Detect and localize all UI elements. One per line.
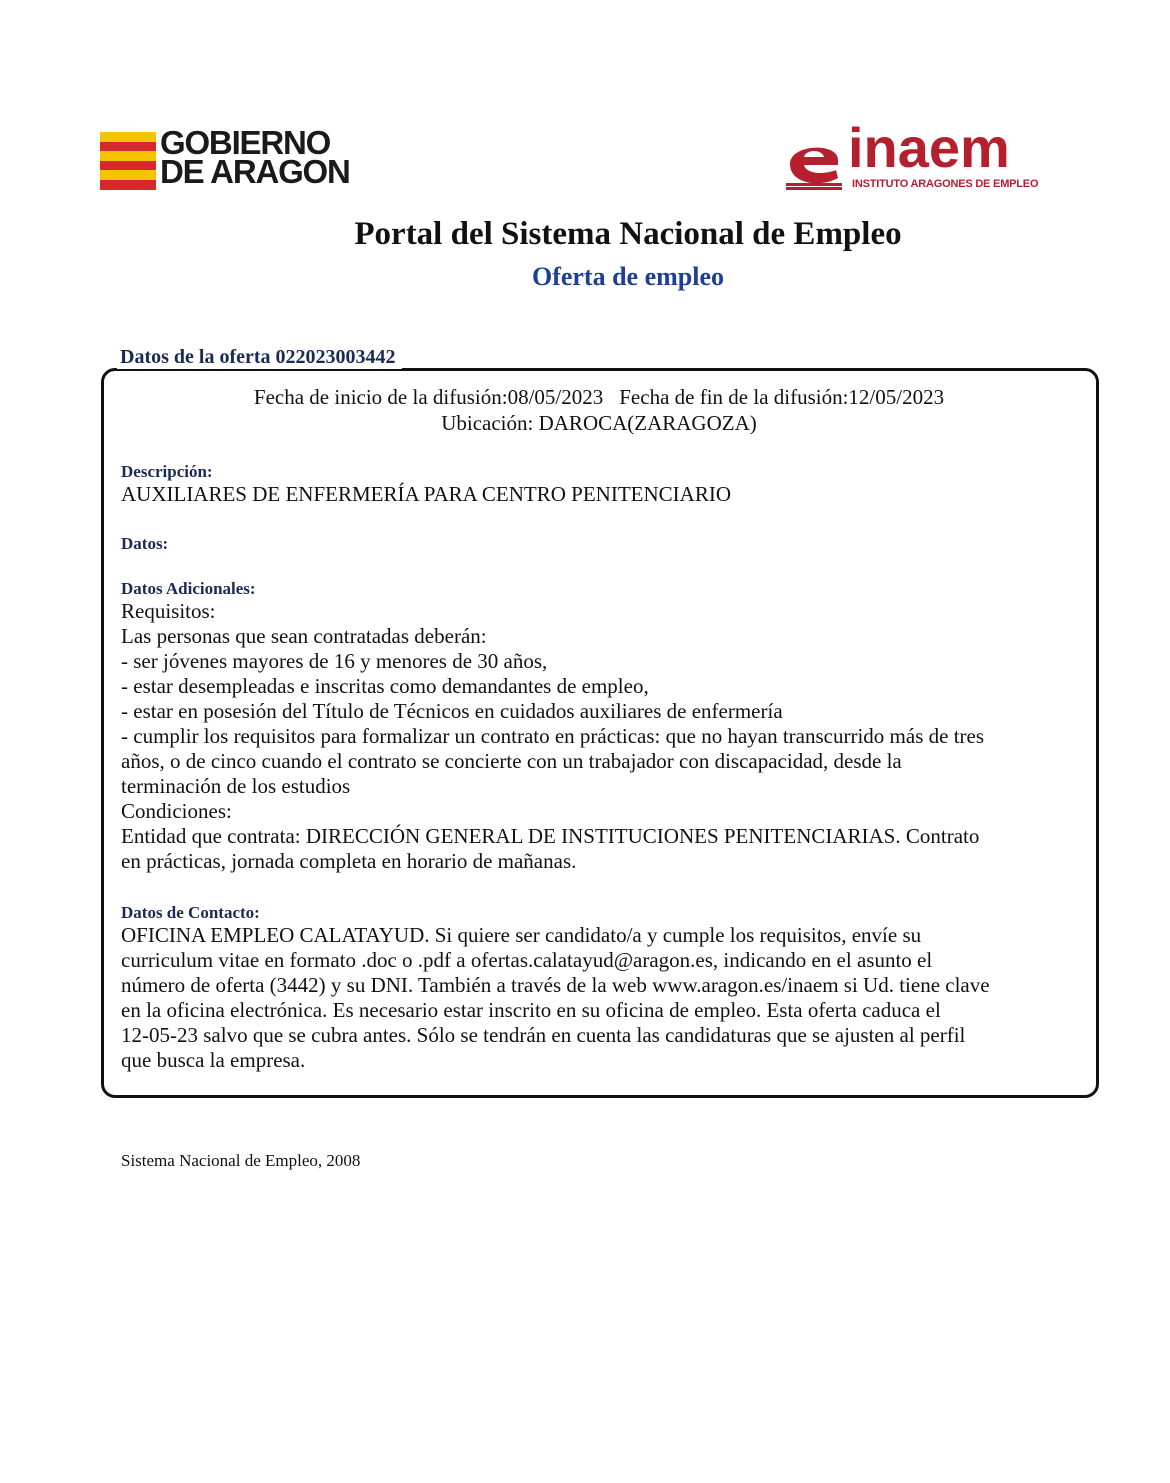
contacto-line: curriculum vitae en formato .doc o .pdf a ofertas.calatayud@aragon.es, indicando en el asunto el <box>121 948 933 972</box>
inaem-wordmark: inaem <box>848 116 1010 179</box>
descripcion-text: AUXILIARES DE ENFERMERÍA PARA CENTRO PENITENCIARIO <box>121 482 731 506</box>
inaem-logo <box>784 116 1074 194</box>
contacto-line: número de oferta (3442) y su DNI. También a través de la web www.aragon.es/inaem si Ud. tiene clave <box>121 973 990 997</box>
adicionales-line: años, o de cinco cuando el contrato se concierte con un trabajador con discapacidad, desde la <box>121 749 902 773</box>
fecha-inicio: Fecha de inicio de la difusión:08/05/2023 <box>253 385 604 409</box>
adicionales-line: terminación de los estudios <box>121 774 351 798</box>
page-subtitle: Oferta de empleo <box>531 262 725 291</box>
adicionales-line: - cumplir los requisitos para formalizar un contrato en prácticas: que no hayan transcurrido más de tres <box>121 724 985 748</box>
adicionales-line: Requisitos: <box>121 599 216 623</box>
adicionales-line: - ser jóvenes mayores de 16 y menores de 30 años, <box>121 649 548 673</box>
adicionales-line: Condiciones: <box>121 799 232 823</box>
ubicacion: Ubicación: DAROCA(ZARAGOZA) <box>441 411 757 435</box>
contacto-line: 12-05-23 salvo que se cubra antes. Sólo se tendrán en cuenta las candidaturas que se ajusten al perfil <box>121 1023 966 1047</box>
descripcion-label: Descripción: <box>121 462 213 481</box>
adicionales-line: Las personas que sean contratadas deberán: <box>121 624 487 648</box>
adicionales-line: Entidad que contrata: DIRECCIÓN GENERAL DE INSTITUCIONES PENITENCIARIAS. Contrato <box>121 824 980 848</box>
datos-label: Datos: <box>121 534 169 553</box>
offer-dates <box>101 384 1097 436</box>
adicionales-line: - estar en posesión del Título de Técnicos en cuidados auxiliares de enfermería <box>121 699 783 723</box>
contacto-line: que busca la empresa. <box>121 1048 306 1072</box>
datos-adicionales-label: Datos Adicionales: <box>121 579 256 598</box>
gobierno-aragon-logo <box>100 124 360 194</box>
adicionales-line: - estar desempleadas e inscritas como demandantes de empleo, <box>121 674 649 698</box>
fecha-fin: Fecha de fin de la difusión:12/05/2023 <box>619 385 945 409</box>
datos-contacto-text <box>121 923 1069 1073</box>
page-title: Portal del Sistema Nacional de Empleo <box>354 216 902 252</box>
datos-adicionales-text <box>121 599 1069 874</box>
inaem-subtitle: INSTITUTO ARAGONES DE EMPLEO <box>852 178 1039 190</box>
contacto-line: en la oficina electrónica. Es necesario estar inscrito en su oficina de empleo. Esta oferta caduca el <box>121 998 941 1022</box>
offer-legend: Datos de la oferta 022023003442 <box>117 346 402 369</box>
datos-contacto-label: Datos de Contacto: <box>121 903 260 922</box>
aragon-flag-icon <box>100 132 156 190</box>
adicionales-line: en prácticas, jornada completa en horario de mañanas. <box>121 849 577 873</box>
footer-text: Sistema Nacional de Empleo, 2008 <box>121 1151 361 1170</box>
gobierno-aragon-wordmark: GOBIERNO DE ARAGON <box>160 124 350 190</box>
inaem-e-icon <box>784 134 844 190</box>
contacto-line: OFICINA EMPLEO CALATAYUD. Si quiere ser candidato/a y cumple los requisitos, envíe su <box>121 923 922 947</box>
